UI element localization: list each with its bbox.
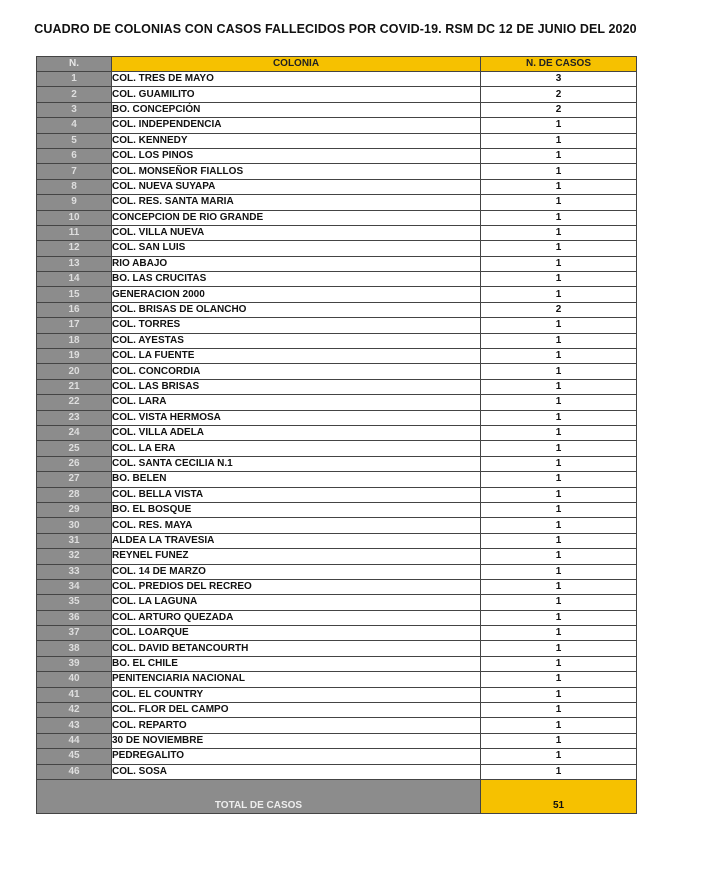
row-number: 32 — [37, 549, 112, 564]
row-casos: 1 — [481, 549, 637, 564]
row-number: 6 — [37, 148, 112, 163]
table-row — [37, 579, 637, 594]
row-casos: 1 — [481, 703, 637, 718]
row-casos: 1 — [481, 379, 637, 394]
row-casos: 1 — [481, 502, 637, 517]
row-colonia: COL. RES. MAYA — [112, 518, 481, 533]
table-row — [37, 533, 637, 548]
row-casos: 1 — [481, 164, 637, 179]
row-number: 4 — [37, 118, 112, 133]
row-casos: 2 — [481, 102, 637, 117]
row-colonia: COL. TRES DE MAYO — [112, 72, 481, 87]
row-number: 14 — [37, 272, 112, 287]
row-colonia: COL. LA LAGUNA — [112, 595, 481, 610]
table-row — [37, 718, 637, 733]
row-number: 20 — [37, 364, 112, 379]
row-number: 21 — [37, 379, 112, 394]
table-row — [37, 564, 637, 579]
table-footer — [37, 779, 637, 813]
row-number: 41 — [37, 687, 112, 702]
row-casos: 1 — [481, 518, 637, 533]
row-number: 2 — [37, 87, 112, 102]
row-number: 31 — [37, 533, 112, 548]
row-number: 39 — [37, 656, 112, 671]
table-row — [37, 102, 637, 117]
table-row — [37, 349, 637, 364]
row-number: 29 — [37, 502, 112, 517]
row-casos: 1 — [481, 272, 637, 287]
table-row — [37, 72, 637, 87]
row-casos: 1 — [481, 749, 637, 764]
row-casos: 1 — [481, 733, 637, 748]
table-row — [37, 179, 637, 194]
row-colonia: COL. INDEPENDENCIA — [112, 118, 481, 133]
row-number: 34 — [37, 579, 112, 594]
row-colonia: BO. EL BOSQUE — [112, 502, 481, 517]
table-row — [37, 425, 637, 440]
cases-table — [36, 56, 637, 814]
row-casos: 1 — [481, 487, 637, 502]
row-colonia: COL. LA ERA — [112, 441, 481, 456]
row-casos: 1 — [481, 256, 637, 271]
row-casos: 1 — [481, 533, 637, 548]
row-casos: 1 — [481, 718, 637, 733]
table-row — [37, 518, 637, 533]
total-value: 51 — [481, 779, 637, 813]
header-colonia: COLONIA — [112, 57, 481, 72]
row-casos: 1 — [481, 195, 637, 210]
table-row — [37, 672, 637, 687]
table-row — [37, 441, 637, 456]
table-header — [37, 57, 637, 72]
row-casos: 1 — [481, 441, 637, 456]
row-casos: 1 — [481, 564, 637, 579]
row-colonia: BO. BELEN — [112, 472, 481, 487]
table-row — [37, 656, 637, 671]
row-number: 11 — [37, 225, 112, 240]
row-casos: 1 — [481, 641, 637, 656]
row-casos: 1 — [481, 425, 637, 440]
row-number: 28 — [37, 487, 112, 502]
row-colonia: COL. LOS PINOS — [112, 148, 481, 163]
row-number: 35 — [37, 595, 112, 610]
table-row — [37, 687, 637, 702]
row-casos: 1 — [481, 595, 637, 610]
row-casos: 1 — [481, 456, 637, 471]
row-casos: 1 — [481, 687, 637, 702]
row-casos: 1 — [481, 579, 637, 594]
row-number: 13 — [37, 256, 112, 271]
row-number: 3 — [37, 102, 112, 117]
row-casos: 1 — [481, 672, 637, 687]
table-row — [37, 87, 637, 102]
row-casos: 1 — [481, 225, 637, 240]
row-number: 5 — [37, 133, 112, 148]
header-casos: N. DE CASOS — [481, 57, 637, 72]
row-colonia: COL. ARTURO QUEZADA — [112, 610, 481, 625]
row-casos: 1 — [481, 656, 637, 671]
table-row — [37, 364, 637, 379]
row-colonia: COL. KENNEDY — [112, 133, 481, 148]
row-colonia: REYNEL FUNEZ — [112, 549, 481, 564]
row-casos: 1 — [481, 349, 637, 364]
row-number: 37 — [37, 626, 112, 641]
row-colonia: COL. AYESTAS — [112, 333, 481, 348]
table-row — [37, 302, 637, 317]
row-colonia: BO. LAS CRUCITAS — [112, 272, 481, 287]
row-number: 18 — [37, 333, 112, 348]
table-row — [37, 287, 637, 302]
row-number: 10 — [37, 210, 112, 225]
row-number: 26 — [37, 456, 112, 471]
row-casos: 1 — [481, 210, 637, 225]
row-casos: 1 — [481, 472, 637, 487]
table-row — [37, 703, 637, 718]
table-row — [37, 148, 637, 163]
table-row — [37, 333, 637, 348]
row-colonia: COL. SANTA CECILIA N.1 — [112, 456, 481, 471]
header-row — [37, 57, 637, 72]
row-number: 19 — [37, 349, 112, 364]
table-row — [37, 749, 637, 764]
row-colonia: COL. NUEVA SUYAPA — [112, 179, 481, 194]
row-casos: 1 — [481, 118, 637, 133]
table-row — [37, 225, 637, 240]
row-colonia: COL. LARA — [112, 395, 481, 410]
header-number: N. — [37, 57, 112, 72]
document-title: CUADRO DE COLONIAS CON CASOS FALLECIDOS POR COVID-19. RSM DC 12 DE JUNIO DEL 2020 — [34, 22, 637, 36]
table-row — [37, 379, 637, 394]
table-row — [37, 764, 637, 779]
row-colonia: COL. EL COUNTRY — [112, 687, 481, 702]
table-row — [37, 256, 637, 271]
row-number: 1 — [37, 72, 112, 87]
row-colonia: ALDEA LA TRAVESIA — [112, 533, 481, 548]
row-casos: 1 — [481, 364, 637, 379]
table-row — [37, 410, 637, 425]
table-row — [37, 272, 637, 287]
table-row — [37, 502, 637, 517]
table-row — [37, 318, 637, 333]
row-number: 22 — [37, 395, 112, 410]
row-number: 45 — [37, 749, 112, 764]
row-casos: 1 — [481, 287, 637, 302]
table-row — [37, 395, 637, 410]
total-label: TOTAL DE CASOS — [37, 779, 481, 813]
table-row — [37, 487, 637, 502]
table-row — [37, 195, 637, 210]
row-casos: 1 — [481, 410, 637, 425]
total-row — [37, 779, 637, 813]
row-colonia: COL. SAN LUIS — [112, 241, 481, 256]
table-row — [37, 626, 637, 641]
row-number: 46 — [37, 764, 112, 779]
row-colonia: RIO ABAJO — [112, 256, 481, 271]
row-casos: 1 — [481, 333, 637, 348]
row-casos: 1 — [481, 133, 637, 148]
table-row — [37, 641, 637, 656]
row-colonia: COL. REPARTO — [112, 718, 481, 733]
row-number: 43 — [37, 718, 112, 733]
row-colonia: COL. MONSEÑOR FIALLOS — [112, 164, 481, 179]
row-casos: 2 — [481, 87, 637, 102]
table-row — [37, 472, 637, 487]
row-number: 17 — [37, 318, 112, 333]
row-casos: 1 — [481, 626, 637, 641]
row-number: 33 — [37, 564, 112, 579]
row-number: 27 — [37, 472, 112, 487]
row-colonia: COL. DAVID BETANCOURTH — [112, 641, 481, 656]
row-casos: 1 — [481, 179, 637, 194]
row-number: 23 — [37, 410, 112, 425]
table-row — [37, 133, 637, 148]
row-colonia: COL. SOSA — [112, 764, 481, 779]
table-row — [37, 549, 637, 564]
row-colonia: COL. VILLA NUEVA — [112, 225, 481, 240]
row-colonia: BO. EL CHILE — [112, 656, 481, 671]
row-colonia: COL. TORRES — [112, 318, 481, 333]
row-number: 44 — [37, 733, 112, 748]
row-colonia: COL. VILLA ADELA — [112, 425, 481, 440]
row-number: 7 — [37, 164, 112, 179]
row-casos: 1 — [481, 764, 637, 779]
table-row — [37, 610, 637, 625]
row-colonia: COL. BELLA VISTA — [112, 487, 481, 502]
row-number: 42 — [37, 703, 112, 718]
row-colonia: COL. RES. SANTA MARIA — [112, 195, 481, 210]
table-row — [37, 210, 637, 225]
row-number: 16 — [37, 302, 112, 317]
row-colonia: COL. FLOR DEL CAMPO — [112, 703, 481, 718]
table-body — [37, 72, 637, 780]
row-number: 30 — [37, 518, 112, 533]
row-number: 15 — [37, 287, 112, 302]
row-casos: 1 — [481, 241, 637, 256]
row-casos: 1 — [481, 395, 637, 410]
row-colonia: BO. CONCEPCIÓN — [112, 102, 481, 117]
row-colonia: COL. LAS BRISAS — [112, 379, 481, 394]
row-colonia: COL. PREDIOS DEL RECREO — [112, 579, 481, 594]
row-colonia: COL. GUAMILITO — [112, 87, 481, 102]
table-row — [37, 241, 637, 256]
row-casos: 2 — [481, 302, 637, 317]
row-colonia: COL. 14 DE MARZO — [112, 564, 481, 579]
row-number: 24 — [37, 425, 112, 440]
table-row — [37, 118, 637, 133]
row-number: 25 — [37, 441, 112, 456]
row-number: 8 — [37, 179, 112, 194]
row-casos: 1 — [481, 610, 637, 625]
row-number: 40 — [37, 672, 112, 687]
row-colonia: COL. CONCORDIA — [112, 364, 481, 379]
row-number: 9 — [37, 195, 112, 210]
row-number: 12 — [37, 241, 112, 256]
row-colonia: PEDREGALITO — [112, 749, 481, 764]
row-colonia: PENITENCIARIA NACIONAL — [112, 672, 481, 687]
row-colonia: COL. LA FUENTE — [112, 349, 481, 364]
row-colonia: COL. VISTA HERMOSA — [112, 410, 481, 425]
row-casos: 1 — [481, 148, 637, 163]
row-colonia: COL. LOARQUE — [112, 626, 481, 641]
row-casos: 1 — [481, 318, 637, 333]
row-number: 38 — [37, 641, 112, 656]
row-colonia: GENERACION 2000 — [112, 287, 481, 302]
table-row — [37, 456, 637, 471]
row-number: 36 — [37, 610, 112, 625]
table-row — [37, 164, 637, 179]
table-row — [37, 595, 637, 610]
row-colonia: 30 DE NOVIEMBRE — [112, 733, 481, 748]
table-row — [37, 733, 637, 748]
row-colonia: COL. BRISAS DE OLANCHO — [112, 302, 481, 317]
row-casos: 3 — [481, 72, 637, 87]
row-colonia: CONCEPCION DE RIO GRANDE — [112, 210, 481, 225]
